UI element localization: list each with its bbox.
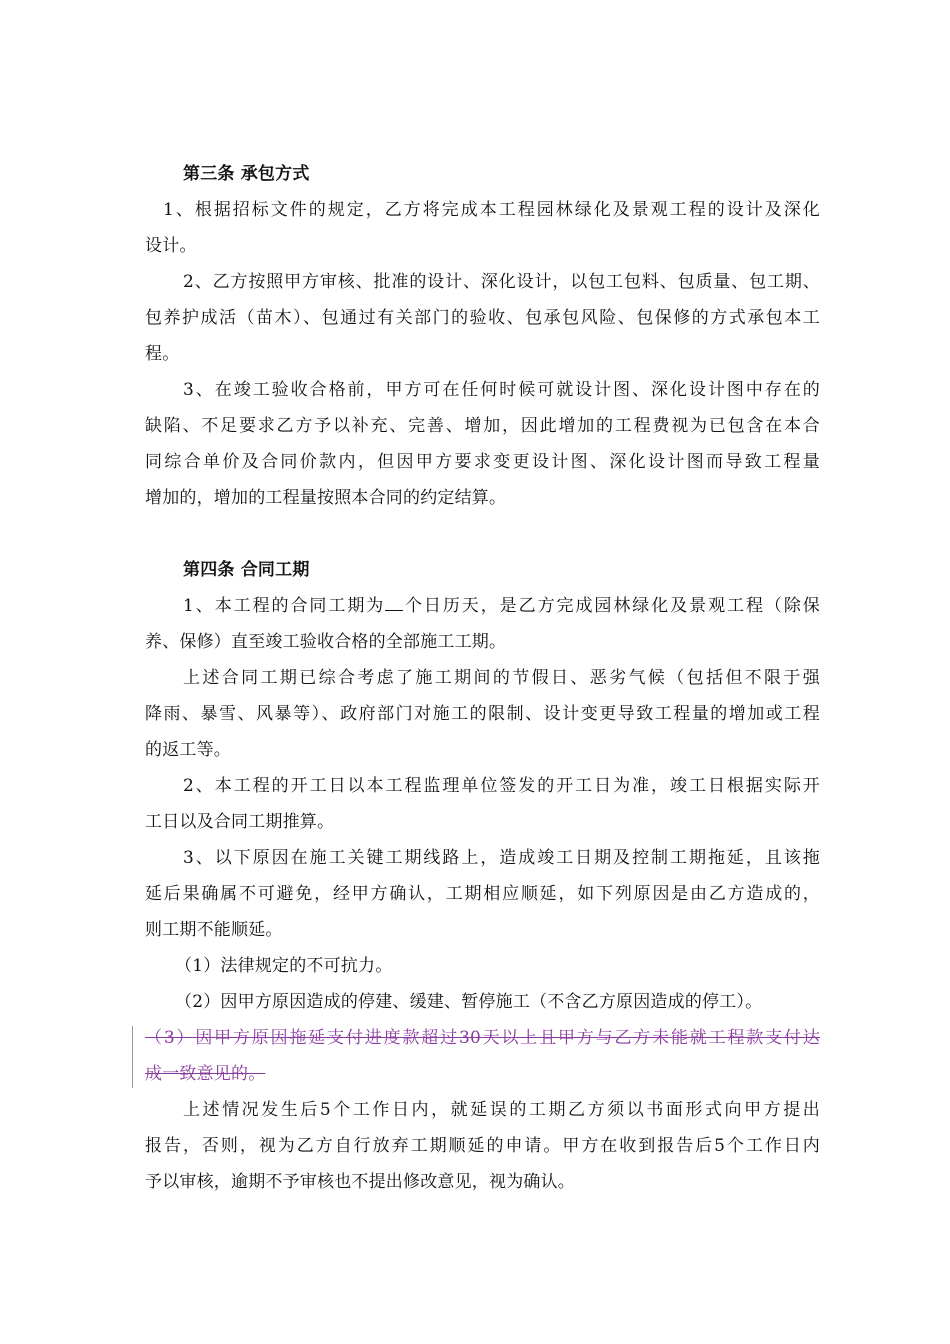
s4-item-3-deleted-line1: （3）因甲方原因拖延支付进度款超过30天以上且甲方与乙方未能就工程款支付达 [145,1028,820,1048]
revision-change-bar [132,1026,133,1088]
s4-item-3-deleted-line2: 成一致意见的。 [145,1064,266,1084]
s4-p4-line1: 3、以下原因在施工关键工期线路上，造成竣工日期及控制工期拖延，且该拖 [183,848,820,868]
s3-p2-line3: 程。 [145,344,180,364]
s4-p1-after-blank: 个日历天，是乙方完成园林绿化及景观工程（除保 [403,596,821,616]
s3-p2-line1: 2、乙方按照甲方审核、批准的设计、深化设计，以包工包料、包质量、包工期、 [183,272,820,292]
s4-p2-line3: 的返工等。 [145,740,231,760]
s3-p3-line2: 缺陷、不足要求乙方予以补充、完善、增加，因此增加的工程费视为已包含在本合 [145,416,820,436]
s3-p2-line2: 包养护成活（苗木）、包通过有关部门的验收、包承包风险、包保修的方式承包本工 [145,308,820,328]
s4-p2-line2: 降雨、暴雪、风暴等）、政府部门对施工的限制、设计变更导致工程量的增加或工程 [145,704,820,724]
s3-p3-line3: 同综合单价及合同价款内，但因甲方要求变更设计图、深化设计图而导致工程量 [145,452,820,472]
s4-p1-line2: 养、保修）直至竣工验收合格的全部施工工期。 [145,632,507,652]
s4-item-1: （1）法律规定的不可抗力。 [175,956,393,976]
s4-p4-line2: 延后果确属不可避免，经甲方确认，工期相应顺延，如下列原因是由乙方造成的， [145,884,820,904]
s4-p4-line3: 则工期不能顺延。 [145,920,283,940]
section-4-heading: 第四条 合同工期 [183,560,310,580]
s3-p3-line1: 3、在竣工验收合格前，甲方可在任何时候可就设计图、深化设计图中存在的 [183,380,820,400]
section-3-heading: 第三条 承包方式 [183,164,310,184]
s4-p2-line1: 上述合同工期已综合考虑了施工期间的节假日、恶劣气候（包括但不限于强 [183,668,820,688]
s4-p3-line2: 工日以及合同工期推算。 [145,812,335,832]
s4-p3-line1: 2、本工程的开工日以本工程监理单位签发的开工日为准，竣工日根据实际开 [183,776,820,796]
s4-p5-line3: 予以审核，逾期不予审核也不提出修改意见，视为确认。 [145,1172,575,1192]
s3-p1-line1: 1、根据招标文件的规定，乙方将完成本工程园林绿化及景观工程的设计及深化 [163,200,820,220]
s3-p1-line2: 设计。 [145,236,197,256]
s4-p5-line1: 上述情况发生后5个工作日内，就延误的工期乙方须以书面形式向甲方提出 [183,1100,820,1120]
s4-p1-before-blank: 1、本工程的合同工期为 [183,596,386,616]
s4-item-2: （2）因甲方原因造成的停建、缓建、暂停施工（不含乙方原因造成的停工）。 [175,992,763,1012]
s3-p3-line4: 增加的，增加的工程量按照本合同的约定结算。 [145,488,507,508]
contract-days-blank[interactable] [385,594,403,611]
s4-p5-line2: 报告，否则，视为乙方自行放弃工期顺延的申请。甲方在收到报告后5个工作日内 [145,1136,820,1156]
s4-p1-line1 [183,594,820,618]
